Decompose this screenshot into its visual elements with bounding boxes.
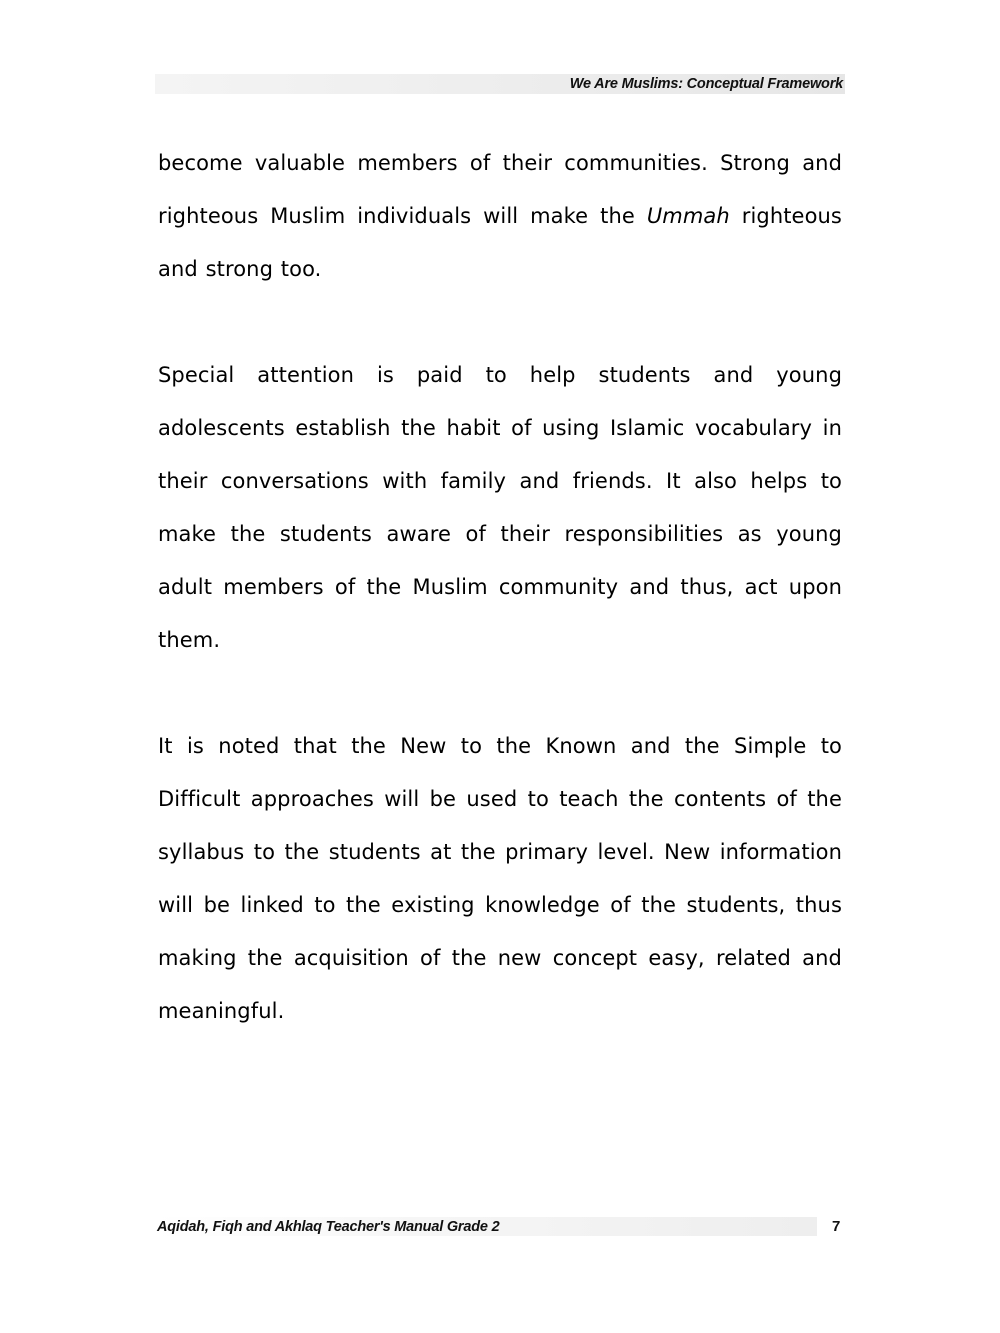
ummah-term: Ummah <box>646 204 730 228</box>
header-title: We Are Muslims: Conceptual Framework <box>569 76 843 92</box>
footer-title: Aqidah, Fiqh and Akhlaq Teacher's Manual Grade 2 <box>157 1219 500 1235</box>
paragraph-1-text-end: righteous and strong too. <box>158 204 842 281</box>
page-number: 7 <box>832 1218 841 1235</box>
paragraph-2: Special attention is paid to help students and young adolescents establish the habit of using Islamic vocabulary in their conversations with family and friends. It also helps to make the students aware of their responsibilities as young adult members of the Muslim community and thus, act upon them. <box>158 363 842 652</box>
running-header <box>155 74 845 94</box>
paragraph-3: It is noted that the New to the Known and the Simple to Difficult approaches will be used to teach the contents of the syllabus to the students at the primary level. New information will be linked to the existing knowledge of the students, thus making the acquisition of the new concept easy, related and meaningful. <box>158 734 842 1023</box>
body-text <box>158 137 842 1038</box>
paragraph-1 <box>158 137 842 296</box>
paragraph-1-text-start: become valuable members of their communities. Strong and righteous Muslim individuals will make the <box>158 151 842 228</box>
